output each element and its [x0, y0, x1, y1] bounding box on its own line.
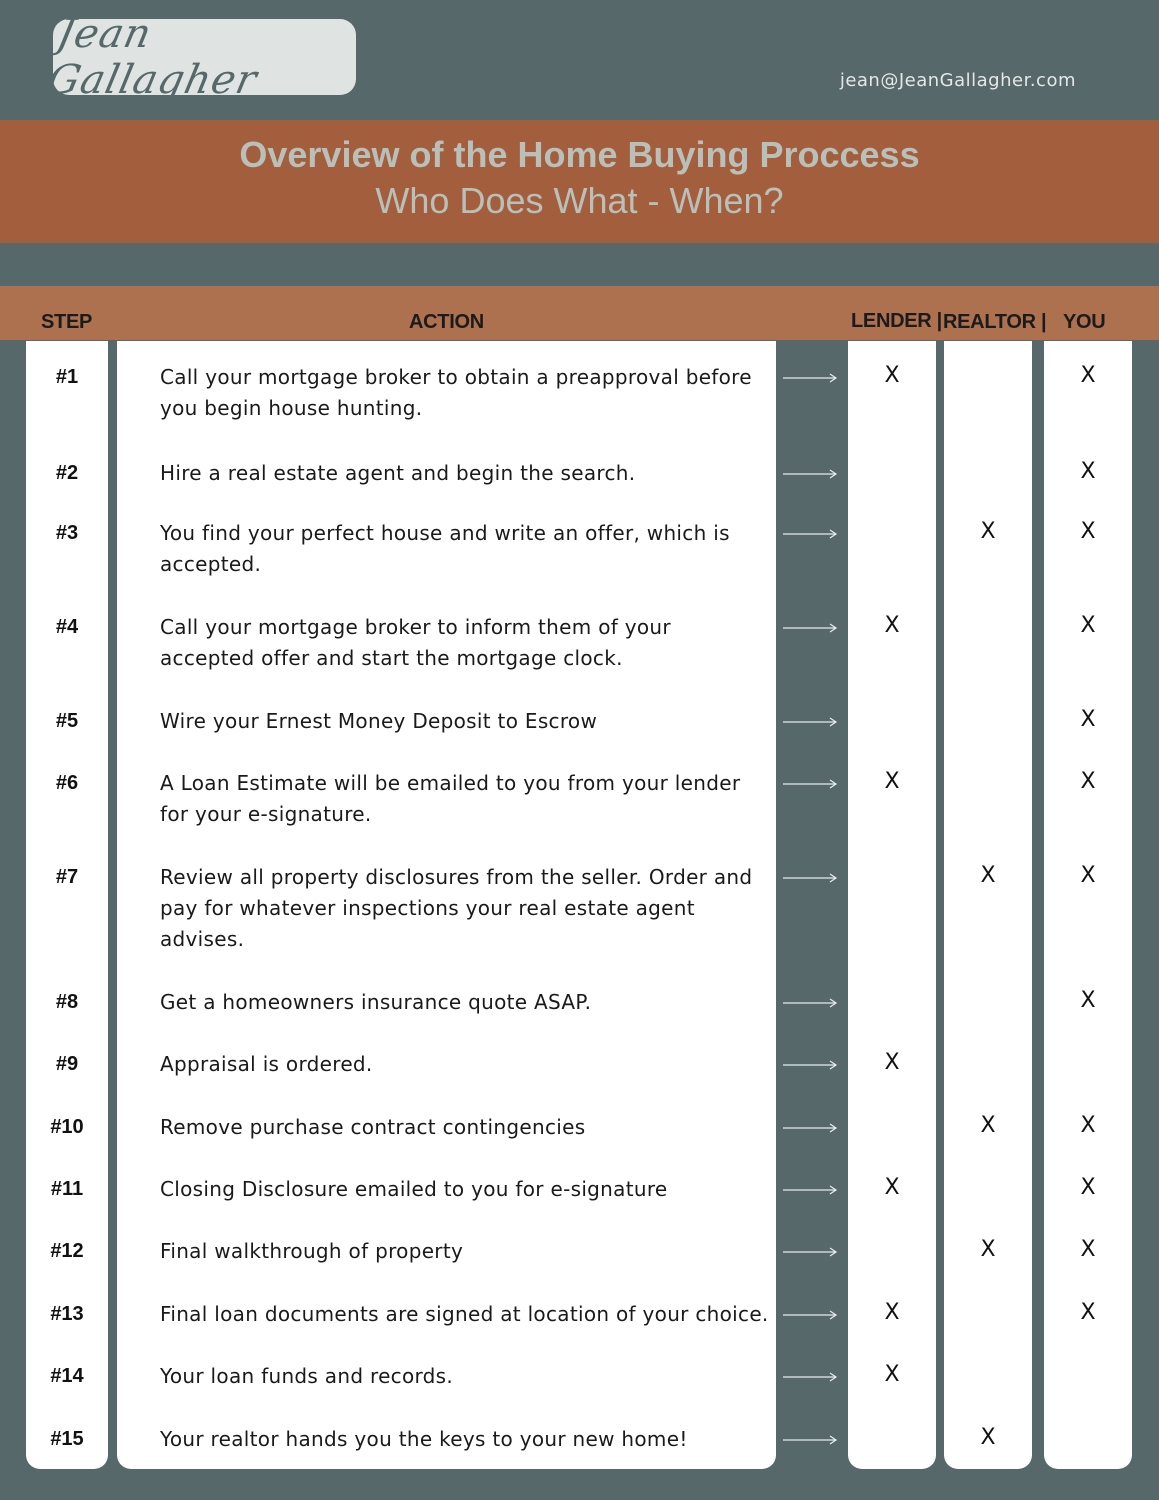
arrow-right-icon	[782, 997, 838, 1009]
arrow-right-icon	[782, 1122, 838, 1134]
mark-you: X	[1080, 459, 1096, 484]
mark-you: X	[1080, 363, 1096, 388]
arrow-right-icon	[782, 468, 838, 480]
header-action: ACTION	[409, 311, 484, 333]
step-number: #14	[50, 1365, 84, 1387]
step-action: Get a homeowners insurance quote ASAP.	[160, 990, 592, 1014]
mark-lender: X	[884, 1175, 900, 1200]
arrow-right-icon	[782, 872, 838, 884]
mark-you: X	[1080, 519, 1096, 544]
mark-you: X	[1080, 707, 1096, 732]
step-number: #5	[55, 710, 79, 732]
step-number: #10	[50, 1116, 84, 1138]
table-header	[0, 286, 1159, 340]
step-action: Call your mortgage broker to inform them of your accepted offer and start the mortgage clock.	[160, 615, 671, 670]
step-action: Final loan documents are signed at location of your choice.	[160, 1302, 769, 1326]
arrow-right-icon	[782, 372, 838, 384]
step-action: Final walkthrough of property	[160, 1239, 464, 1263]
mark-you: X	[1080, 863, 1096, 888]
step-number: #1	[55, 366, 79, 388]
step-number: #3	[55, 522, 79, 544]
header-you: YOU	[1063, 311, 1106, 333]
step-number: #2	[55, 462, 79, 484]
arrow-right-icon	[782, 1246, 838, 1258]
mark-you: X	[1080, 1175, 1096, 1200]
step-column	[26, 341, 108, 1469]
mark-you: X	[1080, 1113, 1096, 1138]
step-action: Wire your Ernest Money Deposit to Escrow	[160, 709, 598, 733]
realtor-column	[944, 341, 1032, 1469]
arrow-right-icon	[782, 1059, 838, 1071]
step-number: #15	[50, 1428, 84, 1450]
contact-email[interactable]: jean@JeanGallagher.com	[839, 70, 1076, 91]
mark-realtor: X	[980, 519, 996, 544]
header-realtor: REALTOR |	[943, 311, 1047, 333]
arrow-right-icon	[782, 778, 838, 790]
header-step: STEP	[41, 311, 93, 333]
logo	[43, 11, 356, 103]
step-action: Call your mortgage broker to obtain a preapproval before you begin house hunting.	[160, 365, 752, 420]
mark-realtor: X	[980, 1113, 996, 1138]
mark-lender: X	[884, 613, 900, 638]
step-action: A Loan Estimate will be emailed to you from your lender for your e-signature.	[160, 771, 741, 826]
mark-lender: X	[884, 363, 900, 388]
page-title: Overview of the Home Buying Proccess	[239, 134, 920, 175]
step-action: Hire a real estate agent and begin the search.	[160, 461, 636, 485]
header-lender: LENDER |	[851, 310, 942, 332]
step-number: #8	[55, 991, 79, 1013]
mark-lender: X	[884, 769, 900, 794]
arrow-right-icon	[782, 1309, 838, 1321]
arrow-right-icon	[782, 1434, 838, 1446]
step-action: Review all property disclosures from the seller. Order and pay for whatever inspections your real estate agent advises.	[160, 865, 753, 951]
step-action: Remove purchase contract contingencies	[160, 1115, 586, 1139]
step-number: #7	[55, 866, 79, 888]
arrow-right-icon	[782, 528, 838, 540]
mark-lender: X	[884, 1300, 900, 1325]
arrow-right-icon	[782, 622, 838, 634]
mark-you: X	[1080, 613, 1096, 638]
mark-realtor: X	[980, 1425, 996, 1450]
arrow-right-icon	[782, 716, 838, 728]
mark-realtor: X	[980, 1237, 996, 1262]
mark-you: X	[1080, 1300, 1096, 1325]
mark-you: X	[1080, 988, 1096, 1013]
step-number: #13	[50, 1303, 84, 1325]
mark-lender: X	[884, 1362, 900, 1387]
arrow-right-icon	[782, 1371, 838, 1383]
step-number: #11	[50, 1178, 84, 1200]
mark-lender: X	[884, 1050, 900, 1075]
step-action: Your realtor hands you the keys to your new home!	[160, 1427, 688, 1451]
arrow-right-icon	[782, 1184, 838, 1196]
mark-you: X	[1080, 1237, 1096, 1262]
title-banner	[0, 120, 1159, 243]
step-number: #9	[55, 1053, 79, 1075]
step-action: You find your perfect house and write an offer, which is accepted.	[160, 521, 730, 576]
mark-realtor: X	[980, 863, 996, 888]
step-action: Closing Disclosure emailed to you for e-signature	[160, 1177, 668, 1201]
step-action: Appraisal is ordered.	[160, 1052, 373, 1076]
step-action: Your loan funds and records.	[160, 1364, 454, 1388]
step-number: #6	[55, 772, 79, 794]
logo-signature: Jean Gallagher	[43, 11, 262, 103]
step-number: #12	[50, 1240, 84, 1262]
page-subtitle: Who Does What - When?	[375, 180, 784, 221]
step-number: #4	[55, 616, 79, 638]
mark-you: X	[1080, 769, 1096, 794]
